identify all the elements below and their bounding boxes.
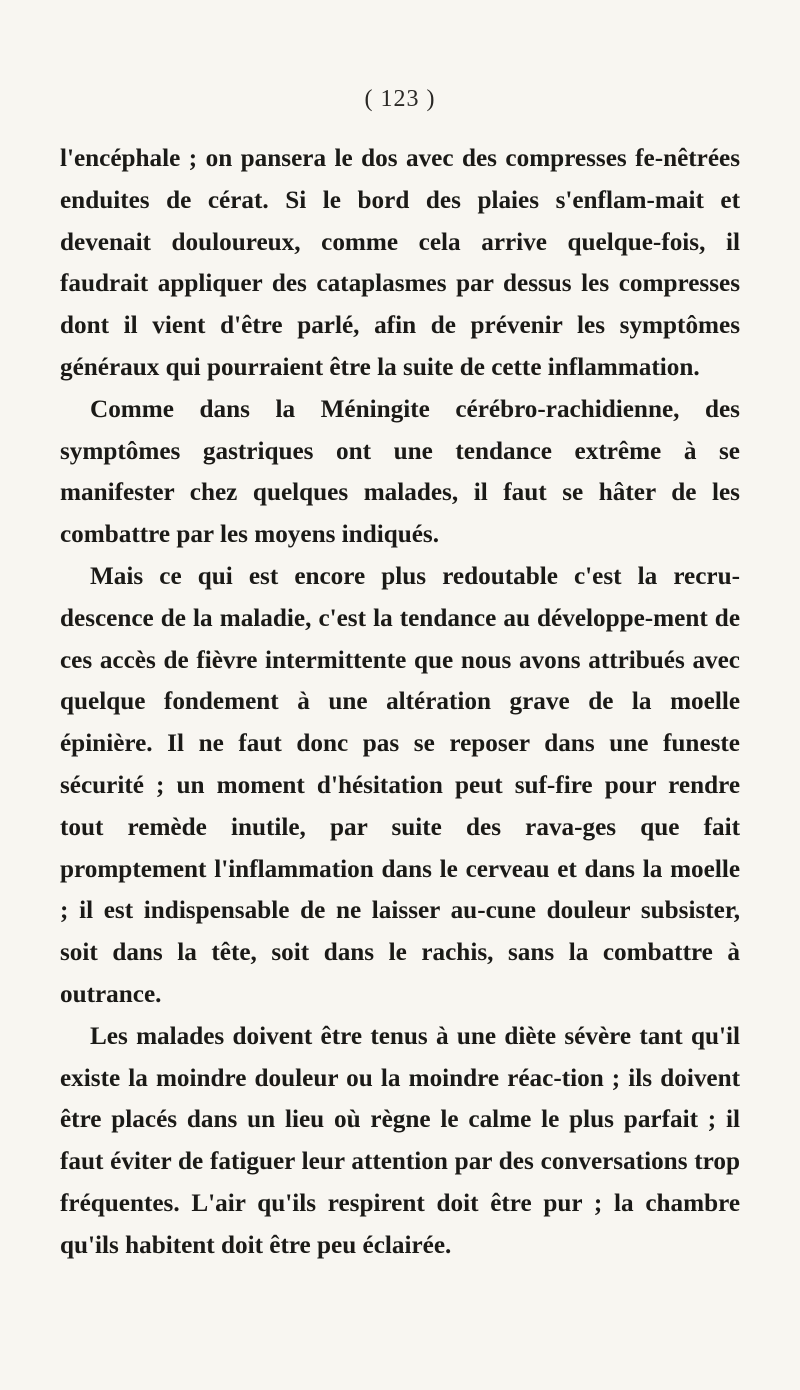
page-body bbox=[60, 138, 740, 1267]
paragraph-recrudescence: Mais ce qui est encore plus redoutable c'est la recru-descence de la maladie, c'est la tendance au développe-ment de ces accès de fièvre intermittente que nous avons attribués avec quelque fondement à une altération grave de la moelle épinière. Il ne faut donc pas se reposer dans une funeste sécurité ; un moment d'hésitation peut suf-fire pour rendre tout remède inutile, par suite des rava-ges que fait promptement l'inflammation dans le cerveau et dans la moelle ; il est indispensable de ne laisser au-cune douleur subsister, soit dans la tête, soit dans le rachis, sans la combattre à outrance. bbox=[60, 562, 740, 1008]
paragraph-continuation: l'encéphale ; on pansera le dos avec des compresses fe-nêtrées enduites de cérat. Si le bord des plaies s'enflam-mait et devenait douloureux, comme cela arrive quelque-fois, il faudrait appliquer des cataplasmes par dessus les compresses dont il vient d'être parlé, afin de prévenir les symptômes généraux qui pourraient être la suite de cette inflammation. bbox=[60, 145, 740, 381]
book-page bbox=[60, 0, 740, 1390]
paragraph-patient-care: Les malades doivent être tenus à une diète sévère tant qu'il existe la moindre douleur ou la moindre réac-tion ; ils doivent être placés dans un lieu où règne le calme le plus parfait ; il faut éviter de fatiguer leur attention par des conversations trop fréquentes. L'air qu'ils respirent doit être pur ; la chambre qu'ils habitent doit être peu éclairée. bbox=[60, 1022, 740, 1259]
page-number: ( 123 ) bbox=[364, 86, 436, 112]
paragraph-gastric-symptoms: Comme dans la Méningite cérébro-rachidienne, des symptômes gastriques ont une tendance extrême à se manifester chez quelques malades, il faut se hâter de les combattre par les moyens indiqués. bbox=[60, 395, 740, 549]
